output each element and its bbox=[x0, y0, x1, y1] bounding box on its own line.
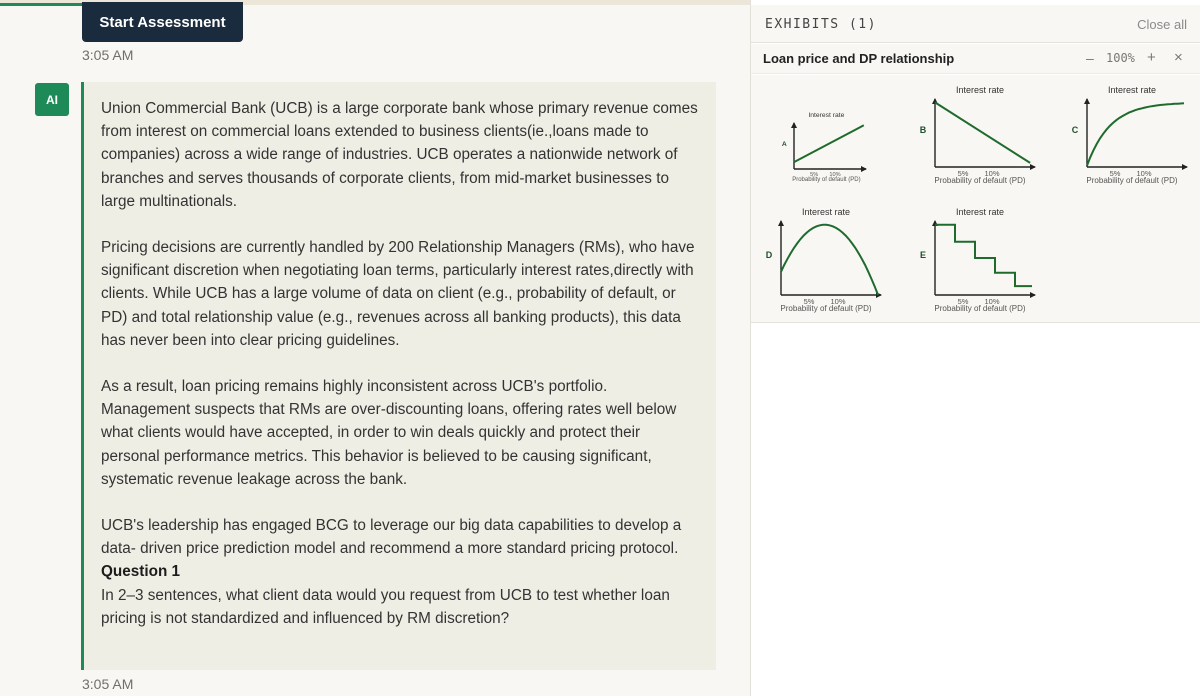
chart-series-line bbox=[1087, 103, 1184, 165]
chart-tick-label: 10% bbox=[984, 297, 1000, 306]
chart-x-label: Probability of default (PD) bbox=[780, 304, 872, 313]
exhibits-empty-area bbox=[751, 324, 1200, 696]
chart-tick-label: 10% bbox=[984, 169, 1000, 178]
chart-tick-label: 5% bbox=[810, 171, 819, 178]
ai-message-bubble bbox=[81, 82, 716, 670]
chart-letter: E bbox=[919, 250, 927, 260]
chart-x-arrow bbox=[861, 166, 867, 172]
chart-letter: C bbox=[1071, 125, 1079, 135]
chart-letter: B bbox=[919, 125, 927, 135]
chart-x-label: Probability of default (PD) bbox=[1086, 176, 1178, 185]
ai-avatar: AI bbox=[35, 83, 69, 116]
chart-tick-label: 10% bbox=[1136, 169, 1152, 178]
chart-y-label: Interest rate bbox=[1107, 85, 1157, 95]
message-timestamp: 3:05 AM bbox=[82, 47, 134, 63]
chart-x-arrow bbox=[1030, 292, 1036, 298]
message-timestamp: 3:05 AM bbox=[82, 676, 134, 692]
exhibits-panel bbox=[750, 0, 1200, 696]
exhibits-title: EXHIBITS (1) bbox=[765, 17, 877, 32]
exhibit-toolbar bbox=[751, 44, 1200, 74]
chart-x-arrow bbox=[1182, 164, 1188, 170]
chart-tick-label: 5% bbox=[957, 297, 969, 306]
exhibit-image[interactable] bbox=[751, 75, 1200, 323]
chart-x-label: Probability of default (PD) bbox=[792, 177, 861, 183]
message-paragraph: As a result, loan pricing remains highly inconsistent across UCB's portfolio. Management suspects that RMs are over-discounting loans, offering rates well below what clients would have accepted, in order to win deals quickly and protect their personal performance metrics. This behavior is believed to be causing significant, systematic revenue leakage across the bank. bbox=[101, 378, 677, 488]
question-title: Question 1 bbox=[101, 563, 181, 581]
message-paragraph: UCB's leadership has engaged BCG to leverage our big data capabilities to develop a data- driven price prediction model and recommend a more standard pricing protocol. bbox=[101, 517, 682, 558]
chart-series-line bbox=[781, 225, 878, 295]
start-assessment-button[interactable]: Start Assessment bbox=[82, 2, 243, 42]
chart-tick-label: 10% bbox=[830, 297, 846, 306]
chart-letter: A bbox=[781, 141, 787, 148]
chart-tick-label: 10% bbox=[829, 171, 841, 178]
chart-series-line bbox=[794, 125, 864, 162]
exhibit-title: Loan price and DP relationship bbox=[763, 51, 955, 66]
chart-y-arrow bbox=[778, 220, 784, 226]
chart-y-arrow bbox=[1084, 98, 1090, 104]
chart-tick-label: 5% bbox=[957, 169, 969, 178]
close-all-button[interactable]: Close all bbox=[1137, 17, 1187, 32]
chart-letter: D bbox=[765, 250, 773, 260]
zoom-out-icon[interactable]: – bbox=[1086, 50, 1094, 66]
chart-y-arrow bbox=[791, 122, 797, 128]
zoom-level: 100% bbox=[1106, 51, 1135, 65]
close-icon[interactable]: × bbox=[1174, 49, 1183, 66]
message-paragraph: Pricing decisions are currently handled by 200 Relationship Managers (RMs), who have significant discretion when negotiating loan terms, particularly interest rates,directly with clients. While UCB has a large volume of data on client (e.g., probability of default, or PD) and total relationship value (e.g., revenues across all banking products), this data has never been into clear pricing guidelines. bbox=[101, 239, 695, 349]
chart-x-label: Probability of default (PD) bbox=[934, 176, 1026, 185]
message-paragraph: Union Commercial Bank (UCB) is a large corporate bank whose primary revenue comes from interest on commercial loans extended to business clients(ie.,loans made to companies) across a wide range of industries. UCB operates a nationwide network of branches and serves thousands of corporate clients, from mid-market businesses to large multinationals. bbox=[101, 100, 698, 210]
chart-y-label: Interest rate bbox=[808, 112, 845, 119]
chart-x-label: Probability of default (PD) bbox=[934, 304, 1026, 313]
zoom-in-icon[interactable]: + bbox=[1147, 49, 1156, 66]
chart-x-arrow bbox=[1030, 164, 1036, 170]
exhibits-header bbox=[751, 5, 1200, 43]
chart-tick-label: 5% bbox=[1109, 169, 1121, 178]
chart-tick-label: 5% bbox=[803, 297, 815, 306]
chart-series-line bbox=[935, 102, 1030, 162]
chart-y-label: Interest rate bbox=[955, 85, 1005, 95]
exhibit-charts-svg bbox=[751, 75, 1200, 323]
question-body: In 2–3 sentences, what client data would you request from UCB to test whether loan pricing is not standardized and influenced by RM discretion? bbox=[101, 586, 670, 627]
chart-series-line bbox=[935, 225, 1032, 286]
chart-y-label: Interest rate bbox=[801, 207, 851, 217]
chart-y-label: Interest rate bbox=[955, 207, 1005, 217]
